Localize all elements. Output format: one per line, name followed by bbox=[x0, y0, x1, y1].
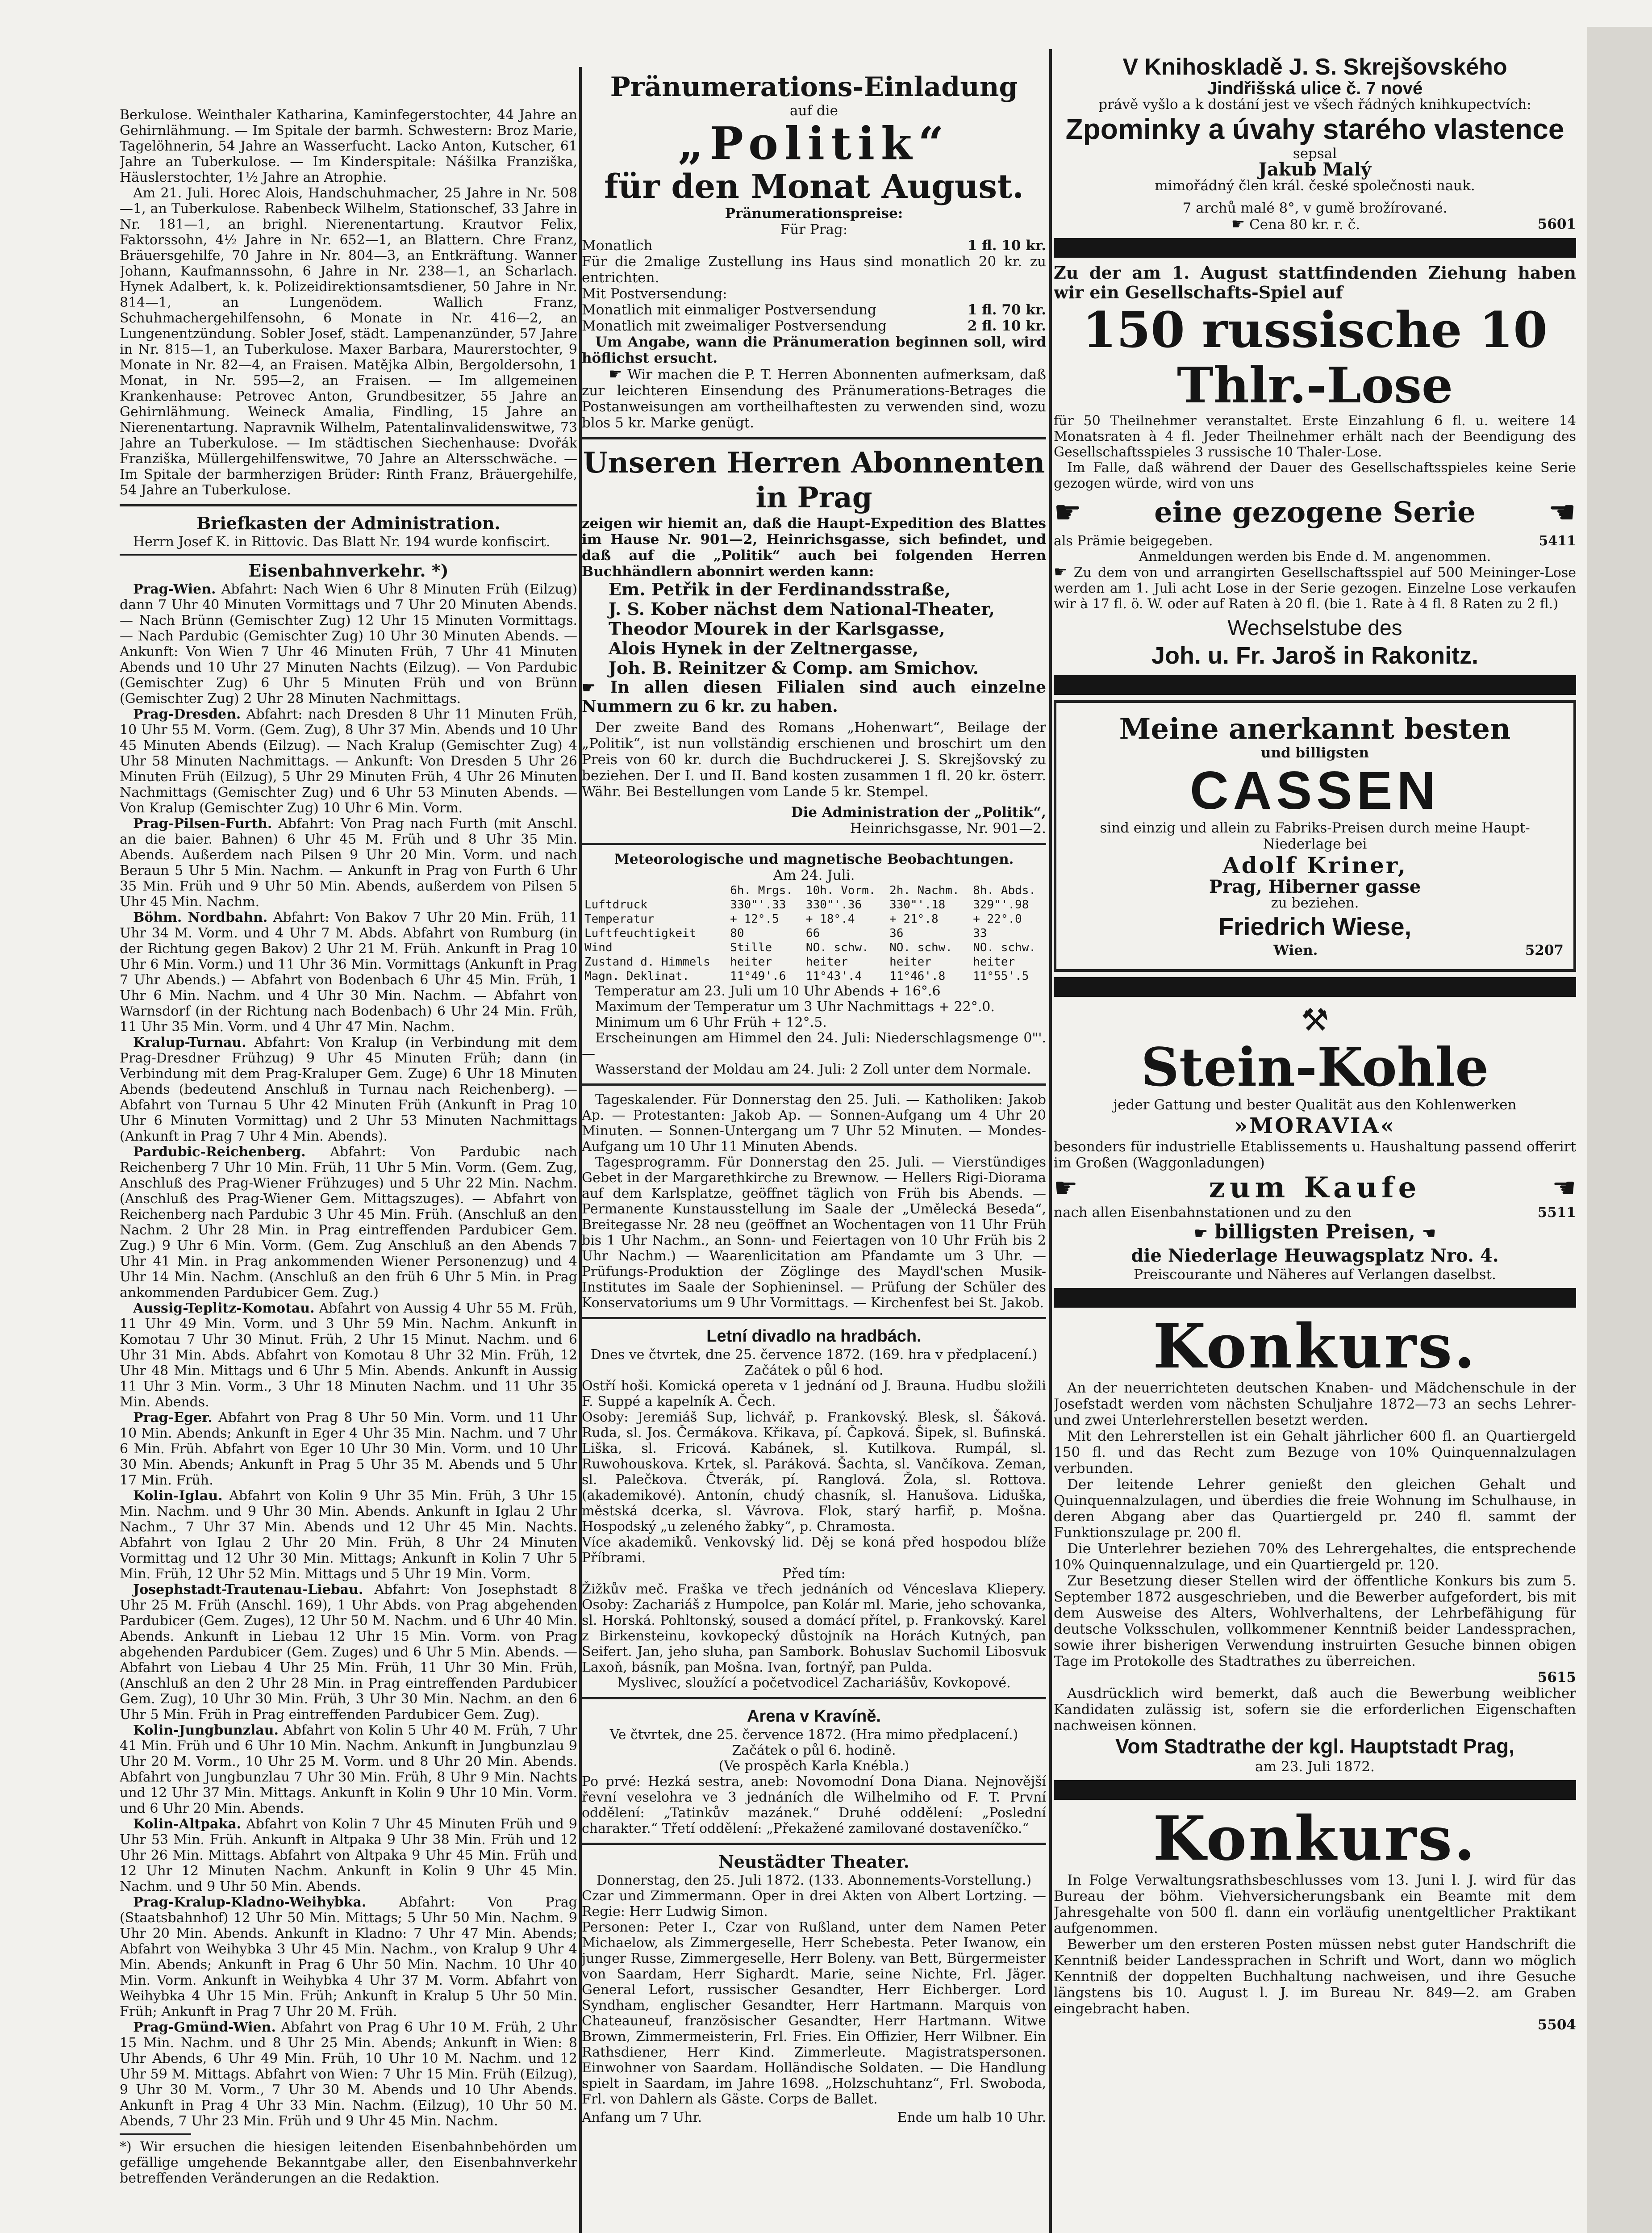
ad-cassen-city: Wien. bbox=[1273, 942, 1318, 958]
prices-sub: Für Prag: bbox=[780, 222, 848, 238]
divider bbox=[582, 1843, 1046, 1845]
ad-book-price: Cena 80 kr. r. č. bbox=[1249, 217, 1360, 233]
arena-line: Začátek o půl 6. hodině. bbox=[732, 1743, 896, 1758]
divider bbox=[120, 504, 577, 506]
ad-coal-kauf: zum Kaufe bbox=[1209, 1171, 1421, 1204]
arena-program bbox=[582, 1727, 1046, 1836]
ad-coal-text-3: nach allen Eisenbahnstationen und zu den bbox=[1054, 1204, 1352, 1221]
met-row bbox=[582, 969, 1046, 983]
rail-route: Kolin-Iglau. bbox=[133, 1488, 223, 1504]
ad-coal-text: jeder Gattung und bester Qualität aus den Kohlenwerken bbox=[1113, 1097, 1517, 1113]
rail-route: Böhm. Nordbahn. bbox=[133, 910, 268, 925]
ad-book-sepsal: sepsal bbox=[1293, 146, 1337, 162]
ad-book-title: Zpominky a úvahy starého vlastence bbox=[1065, 113, 1564, 145]
met-note: Maximum der Temperatur um 3 Uhr Nachmittags + 22°.0. bbox=[595, 999, 995, 1015]
deaths-text: Am 21. Juli. Horec Alois, Handschuhmacher, 25 Jahre in Nr. 508—1, an Tuberkulose. Rabenbeck Wilhelm, Stationschef, 33 Jahre in Nr. 181—1, an brighl. Nierenentartung. Krautvor Felix, Faktorssohn, 4½ Jahre in Nr. 652—1, an Blattern. Chre Franz, Bräuersgehilfe, 70 Jahre in Nr. 804—3, an Entkräftung. Wanner Johann, Kaufmannssohn, 6 Jahre in Nr. 238—1, an Scharlach. Hynek Adalbert, k. k. Polizeidirektionsamtsdiener, 50 Jahre in Nr. 814—1, an Lungenödem. Wallich Franz, Schuhmachergehilfensohn, 6 Monate in Nr. 416—2, an Lungenentzündung. Sobler Josef, städt. Lampenanzünder, 57 Jahre in Nr. 815—1, an Tuberkulose. Maxer Barbara, Maurerstochter, 9 Monate in Nr. 82—4, an Fraisen. Matějka Albin, Bergoldersohn, 1 Monat, in Nr. 595—2, an Fraisen. — Im allgemeinen Krankenhause: Petrovec Anton, Grundbesitzer, 55 Jahre an Gehirnlähmung. Weineck Amalia, Findling, 15 Jahre an Nierenentartung. Napravnik Wilhelm, Patentalinvalidenswitwe, 73 Jahre an Tuberkulose. — Im städtischen Siechenhause: Dvořák Franziška, Müllergehilfenswitwe, 70 Jahre an Altersschwäche. — Im Spitale der barmherzigen Brüder: Rinth Franz, Bräuergehilfe, 54 Jahre an Tuberkulose. bbox=[120, 185, 577, 498]
met-cell: Zustand d. Himmels bbox=[584, 955, 710, 969]
ad-book-author: Jakub Malý bbox=[1258, 159, 1372, 180]
met-cell: Magn. Deklinat. bbox=[584, 970, 689, 983]
agent-item: Alois Hynek in der Zeltnergasse, bbox=[609, 638, 919, 658]
pointing-hand-icon: ☚ bbox=[1552, 1172, 1576, 1204]
rail-text: Abfahrt von Prag 8 Uhr 50 Min. Vorm. und 11 Uhr 10 Min. Abends; Ankunft in Eger 4 Uhr 35 Min. Nachm. und 7 Uhr 6 Min. Früh. Abfahrt von Eger 10 Uhr 30 Min. Vorm. und 10 Uhr 30 Min. Abends; Ankunft in Prag 5 Uhr 35 M. Abends und 5 Uhr 17 Min. Früh. bbox=[120, 1410, 577, 1488]
met-cell: NO. schw. bbox=[973, 941, 1036, 954]
ad-coal-text-3-row bbox=[1054, 1204, 1576, 1221]
price-value: 1 fl. 10 kr. bbox=[967, 238, 1046, 254]
price-value: 2 fl. 10 kr. bbox=[967, 318, 1046, 334]
rail-entry bbox=[120, 1488, 577, 1582]
met-cell: heiter bbox=[805, 955, 848, 969]
rail-entry bbox=[120, 581, 577, 707]
subscription-month: für den Monat August. bbox=[604, 167, 1024, 206]
ad-book-number: 5601 bbox=[1537, 216, 1576, 232]
black-bar bbox=[1054, 1780, 1576, 1800]
theater-line: Personen: Peter I., Czar von Rußland, unter dem Namen Peter Michaelow, als Zimmergeselle, Herr Schebesta. Peter Iwanow, ein junger Russe, Zimmergeselle, Herr Boleny. van Bett, Bürgermeister von Saardam, Herr Sighardt. Marie, seine Nichte, Frl. Jäger. General Lefort, russischer Gesandter, Herr Eichberger. Lord Syndham, englischer Gesandter, Herr Hartmann. Marquis von Chateauneuf, französischer Gesandter, Herr Hartmann. Witwe Brown, Zimmermeisterin, Frl. Fries. Ein Offizier, Herr Wilbner. Ein Rathsdiener, Herr Kind. Zimmerleute. Magistratspersonen. Einwohner von Saardam. Holländische Soldaten. — Die Handlung spielt in Saardam, im Jahre 1698. „Holzschuhtanz“, Frl. Swoboda, Frl. von Dahlern als Gäste. Corps de Ballet. bbox=[582, 1919, 1046, 2107]
meteorological-table bbox=[582, 883, 1046, 983]
ad-coal-big: Stein-Kohle bbox=[1141, 1036, 1489, 1098]
rail-route: Prag-Gmünd-Wien. bbox=[133, 2020, 276, 2035]
black-bar bbox=[1054, 675, 1576, 695]
met-note: Temperatur am 23. Juli um 10 Uhr Abends + 16°.6 bbox=[595, 983, 941, 999]
ad-coal-text-2: besonders für industrielle Etablissements u. Haushaltung passend offerirt im Großen (Waggonladungen) bbox=[1054, 1139, 1576, 1171]
ad-cassen-number: 5207 bbox=[1525, 942, 1564, 958]
ad-lottery-number: 5411 bbox=[1539, 533, 1576, 549]
pointing-hand-icon: ☛ bbox=[1054, 563, 1068, 581]
ad-konkurs-text: An der neuerrichteten deutschen Knaben- und Mädchenschule in der Josefstadt werden vom nächsten Schuljahre 1872—73 an sechs Lehrer- und zwei Unterlehrerstellen besetzt werden. bbox=[1054, 1380, 1576, 1428]
pointing-hand-icon: ☛ bbox=[1054, 494, 1082, 531]
abo-title: Unseren Herren Abonnenten in Prag bbox=[583, 446, 1045, 514]
ad-konkurs-text-5: Zur Besetzung dieser Stellen wird der öffentliche Konkurs bis zum 5. September 1872 ausgeschrieben, und die Bewerber aufgefordert, bis mit dem Ausweise des Alters, Wohlverhaltens, der Lehrbefähigung für deutsche Volksschulen, vollkommener Kenntniß beider Landessprachen, sowie ihrer bisherigen Verwendung instruirten Gesuche binnen obigen Tage im Protokolle des Stadtrathes zu überreichen. bbox=[1054, 1573, 1576, 1669]
rail-text: Abfahrt: Von Pardubic nach Reichenberg 7 Uhr 10 Min. Früh, 11 Uhr 5 Min. Vorm. (Gem. Zug, Anschluß des Prag-Wiener Frühzuges) und 5 Uhr 22 Min. Nachm. (Anschluß des Prag-Wiener Gem. Mittagszuges). — Abfahrt von Reichenberg nach Pardubic 3 Uhr 45 Min. Früh. (Anschluß an den Nachm. 2 Uhr 28 Min. in Prag eintreffenden Pardubicer Gem. Zug.) 9 Uhr 6 Min. Vorm. (Gem. Zug Anschluß an den Abends 7 Uhr 41 Min. in Prag ankommenden Wiener Personenzug) und 4 Uhr 14 Min. Nachm. (Anschluß an den früh 6 Uhr 5 Min. in Prag ankommenden Pardubicer Gem. Zug.) bbox=[120, 1144, 577, 1300]
ad-konkurs2-title: Konkurs. bbox=[1153, 1803, 1477, 1874]
met-row bbox=[582, 941, 1046, 955]
ad-lottery-text-2: Im Falle, daß während der Dauer des Gesellschaftsspieles keine Serie gezogen würde, wird von uns bbox=[1054, 460, 1576, 491]
briefkasten-text: Herrn Josef K. in Rittovic. Das Blatt Nr. 194 wurde konfiscirt. bbox=[133, 534, 551, 550]
rail-text: Abfahrt von Aussig 4 Uhr 55 M. Früh, 11 Uhr 49 Min. Vorm. und 3 Uhr 59 Min. Nachm. Ankunft in Komotau 7 Uhr 30 Minut. Früh, 2 Uhr 15 Minut. Nachm. und 6 Uhr 31 Min. Abds. Abfahrt von Komotau 8 Uhr 32 Min. Früh, 12 Uhr 48 Min. Mittags und 6 Uhr 5 Min. Abends. Ankunft in Aussig 11 Uhr 3 Min. Vorm., 3 Uhr 18 Minuten Nachm. und 11 Uhr 35 Min. Abends. bbox=[120, 1300, 577, 1410]
agents-list bbox=[582, 580, 1046, 678]
black-bar bbox=[1054, 1288, 1576, 1308]
pointing-hand-icon: ☛ bbox=[1194, 1225, 1208, 1242]
met-cell: heiter bbox=[730, 955, 772, 969]
met-header-cell: 2h. Nachm. bbox=[889, 884, 959, 897]
letni-line: Začátek o půl 6 hod. bbox=[744, 1363, 884, 1378]
met-note: Minimum um 6 Uhr Früh + 12°.5. bbox=[595, 1015, 827, 1030]
met-cell: 80 bbox=[730, 927, 744, 940]
met-cell: + 18°.4 bbox=[805, 912, 855, 926]
ad-konkurs-number: 5615 bbox=[1537, 1669, 1576, 1685]
agent-item: J. S. Kober nächst dem National-Theater, bbox=[609, 599, 995, 619]
rail-entry bbox=[120, 1894, 577, 2020]
rail-text: Abfahrt: nach Dresden 8 Uhr 11 Minuten Früh, 10 Uhr 55 M. Vorm. (Gem. Zug), 8 Uhr 37 Min. Abends und 10 Uhr 45 Minuten Abends (Eilzug). — Nach Kralup (Gemischter Zug) 4 Uhr 58 Minuten Nachmittags. — Ankunft: Von Dresden 5 Uhr 26 Minuten Früh (Eilzug), 5 Uhr 29 Minuten Früh, 4 Uhr 26 Minuten Nachmittags (Gemischter Zug) und 6 Uhr 53 Minuten Abends. — Von Kralup (Gemischter Zug) 10 Uhr 6 Min. Vorm. bbox=[120, 707, 577, 816]
black-bar bbox=[1054, 977, 1576, 997]
letni-line: Osoby: Jeremiáš Sup, lichvář, p. Frankovský. Blesk, sl. Šáková. Ruda, sl. Jos. Čermákova. Křikava, pí. Čapková. Šipek, sl. Bufinská. Liška, sl. Fricová. Kabánek, sl. Kutilkova. Rumpál, sl. Ruwohouskova. Krtek, sl. Paráková. Šachta, sl. Vančíkova. Zeman, sl. Palečkova. Čtverák, pí. Ranglová. Žola, sl. Rottova. (akademikové). Antonín, chudý chasník, sl. Hanušova. Liduška, městská dcerka, sl. Vávrova. Flok, starý harfiř, p. Mošna. Hospodský „u zeleného žabky“, p. Chramosta. bbox=[582, 1409, 1046, 1535]
briefkasten-title: Briefkasten der Administration. bbox=[196, 513, 501, 533]
rail-route: Prag-Dresden. bbox=[133, 707, 241, 722]
met-cell: 330"'.18 bbox=[889, 898, 946, 912]
hammers-icon: ⚒ bbox=[1301, 1002, 1329, 1038]
admin-address: Heinrichsgasse, Nr. 901—2. bbox=[850, 820, 1046, 836]
rail-text: Abfahrt: Von Bakov 7 Uhr 20 Min. Früh, 11 Uhr 34 M. Vorm. und 4 Uhr 7 M. Abds. Abfahrt von Rumburg (in der Richtung gegen Bakov) 2 Uhr 21 M. Früh. Ankunft in Prag 10 Uhr 6 Min. Vorm.) und 11 Uhr 36 Min. Vormittags (Ankunft in Prag 7 Uhr Abends.) — Abfahrt von Bodenbach 6 Uhr 45 Min. Früh, 1 Uhr 6 Min. Nachm. und 4 Uhr 30 Min. Nachm. — Abfahrt von Warnsdorf (in der Richtung nach Bodenbach) 6 Uhr 24 Min. Früh, 11 Uhr 35 Min. Vorm. und 4 Uhr 47 Min. Nachm. bbox=[120, 910, 577, 1035]
tagesprogramm: Tagesprogramm. Für Donnerstag den 25. Juli. — Vierstündiges Gebet in der Margarethkirche zu Brewnow. — Hellers Rigi-Diorama auf dem Karlsplatze, geöffnet täglich von Früh bis Abends. — Permanente Kunstausstellung im Saale der „Umělecká Beseda“, Breitegasse Nr. 28 neu (geöffnet an Wochentagen von 11 Uhr Früh bis 1 Uhr Nachm., an Sonn- und Feiertagen von 10 Uhr Früh bis 2 Uhr Nachm.) — Waarenlicitation am Pfandamte um 3 Uhr. — Prüfungs-Produktion der Zöglinge des Maydl'schen Musik-Institutes im Saale der Sophieninsel. — Prüfung der Schüler des Konservatoriums um 9 Uhr Vormittags. — Kirchenfest bei St. Jakob. bbox=[582, 1154, 1046, 1311]
rail-text: Abfahrt: Von Prag nach Furth (mit Anschl. an die baier. Bahnen) 6 Uhr 45 M. Früh und 8 Uhr 35 Min. Abends. Außerdem nach Pilsen 9 Uhr 20 Min. Vorm. und nach Beraun 5 Uhr 5 Min. Nachm. — Ankunft in Prag von Furth 6 Uhr 35 Min. Früh und 9 Uhr 50 Min. Abends, außerdem von Pilsen 5 Uhr 45 Min. Nachm. bbox=[120, 816, 577, 910]
theater-start: Anfang um 7 Uhr. bbox=[582, 2110, 702, 2125]
ad-konkurs-text-6: Ausdrücklich wird bemerkt, daß auch die Bewerbung weiblicher Kandidaten zulässig ist, sofern sie die erforderlichen Eigenschaften nachweisen können. bbox=[1054, 1685, 1576, 1734]
met-cell: Temperatur bbox=[584, 912, 655, 926]
rail-route: Prag-Wien. bbox=[133, 581, 216, 597]
filial-note bbox=[582, 678, 1046, 716]
rail-entry bbox=[120, 1723, 577, 1816]
ad-lottery-firm-2: Joh. u. Fr. Jaroš in Rakonitz. bbox=[1151, 642, 1479, 669]
ad-cassen-footer bbox=[1066, 942, 1564, 958]
prices-note-2 bbox=[582, 366, 1046, 431]
column-right bbox=[1054, 54, 1576, 2233]
ad-coal-mine: »MORAVIA« bbox=[1234, 1113, 1396, 1138]
met-note: Erscheinungen am Himmel den 24. Juli: Niederschlagsmenge 0"'.— bbox=[582, 1030, 1046, 1062]
pointing-hand-icon: ☛ bbox=[1231, 215, 1245, 233]
prices-title: Pränumerationspreise: bbox=[725, 205, 903, 222]
rail-route: Pardubic-Reichenberg. bbox=[133, 1144, 306, 1160]
met-cell: + 22°.0 bbox=[973, 912, 1022, 926]
ad-lottery-big: 150 russische 10 Thlr.-Lose bbox=[1082, 301, 1548, 414]
theater-title: Neustädter Theater. bbox=[718, 1852, 909, 1872]
divider bbox=[582, 843, 1046, 845]
agent-item: Theodor Mourek in der Karlsgasse, bbox=[609, 619, 945, 639]
met-title: Meteorologische und magnetische Beobachtungen. bbox=[614, 851, 1014, 867]
agent-item: Joh. B. Reinitzer & Comp. am Smichov. bbox=[609, 658, 979, 678]
ad-book-role: mimořádný člen král. české společnosti nauk. bbox=[1155, 178, 1475, 194]
met-cell: NO. schw. bbox=[889, 941, 952, 954]
met-notes bbox=[582, 983, 1046, 1077]
letni-line: Žižkův meč. Fraška ve třech jednáních od Vénceslava Kliepery. Osoby: Zachariáš z Humpolce, pan Kolár ml. Marie, jeho schovanka, sl. Horská. Pohltonský, soused a domácí přítel, p. Frankovský. Karel z Birkensteinu, kovkopecký důstojník na Horách Kutných, pan Seifert. Jan, jeho sluha, pan Sambork. Bohuslav Suchomil Libosvuk Laxoň, básník, pan Mošna. Ivan, fortnýř, pan Pulda. bbox=[582, 1581, 1046, 1675]
met-cell: 36 bbox=[889, 927, 904, 940]
arena-title: Arena v Kravíně. bbox=[747, 1707, 881, 1726]
theater-program bbox=[582, 1873, 1046, 2107]
rail-text: Abfahrt: Von Prag (Staatsbahnhof) 12 Uhr 50 Min. Mittags; 5 Uhr 50 Min. Nachm. 9 Uhr 20 Min. Abends. Ankunft in Kladno: 7 Uhr 47 Min. Abends; Abfahrt von Weihybka 3 Uhr 45 Min. Nachm., von Kralup 9 Uhr 4 Min. Abends; Ankunft in Prag 6 Uhr 50 Min. Nachm. 10 Uhr 40 Min. Vorm. Ankunft in Weihybka 4 Uhr 37 M. Vorm. Abfahrt von Weihybka 4 Uhr 15 Min. Früh; Ankunft in Kralup 5 Uhr 50 Min. Früh; Ankunft in Prag 7 Uhr 20 M. Früh. bbox=[120, 1894, 577, 2020]
column-middle bbox=[582, 71, 1046, 2233]
met-cell: Wind bbox=[584, 941, 613, 954]
letni-line: Dnes ve čtvrtek, dne 25. července 1872. (169. hra v předplacení.) bbox=[590, 1347, 1038, 1363]
met-cell: 329"'.98 bbox=[973, 898, 1029, 912]
ad-book-line: právě vyšlo a k dostání jest ve všech řádných knihkupectvích: bbox=[1098, 96, 1531, 113]
arena-line: (Ve prospěch Karla Knébla.) bbox=[718, 1758, 909, 1774]
met-cell: Luftdruck bbox=[584, 898, 647, 912]
met-date: Am 24. Juli. bbox=[773, 867, 855, 883]
letni-program bbox=[582, 1347, 1046, 1691]
tageskalender: Tageskalender. Für Donnerstag den 25. Juli. — Katholiken: Jakob Ap. — Protestanten: Jakob Ap. — Sonnen-Aufgang um 4 Uhr 20 Minuten. — Sonnen-Untergang um 7 Uhr 52 Minuten. — Mondes-Aufgang um 10 Uhr 11 Minuten Abends. bbox=[582, 1092, 1046, 1154]
ad-lottery-text-4 bbox=[1054, 565, 1576, 612]
price-label: Für die 2malige Zustellung ins Haus sind monatlich 20 kr. zu entrichten. bbox=[582, 254, 1046, 286]
ad-cassen bbox=[1054, 700, 1576, 972]
letni-line: Před tím: bbox=[782, 1566, 846, 1581]
rail-text: Abfahrt: Von Kralup (in Verbindung mit dem Prag-Dresdner Frühzug) 9 Uhr 45 Minuten Früh; dann (in Verbindung mit dem Prag-Kraluper Gem. Zuge) 6 Uhr 18 Minuten Abends (bedeutend Anschluß in Turnau nach Reichenberg). — Abfahrt von Turnau 5 Uhr 42 Minuten Früh (Ankunft in Prag 10 Uhr 6 Minuten Vormittag) und 2 Uhr 53 Minuten Nachmittags (Ankunft in Prag 7 Uhr 4 Min. Abends). bbox=[120, 1035, 577, 1144]
divider bbox=[582, 437, 1046, 439]
rail-text: Abfahrt: Von Josephstadt 8 Uhr 25 M. Früh (Anschl. 169), 1 Uhr Abds. von Prag abgehenden Pardubicer (Gem. Zuges), 12 Uhr 50 M. Nachm. und 6 Uhr 40 Min. Abends. Ankunft in Liebau 12 Uhr 15 Min. Vorm. von Prag abgehenden Pardubicer (Gem. Zuges) und 6 Uhr 5 Min. Abends. — Abfahrt von Liebau 4 Uhr 25 Min. Früh, 11 Uhr 30 Min. Früh, (Anschluß an den 2 Uhr 28 Min. in Prag eintreffenden Pardubicer Gem. Zug), 10 Uhr 30 Min. Früh, 3 Uhr 30 Min. Nachm. an den 6 Uhr 5 Min. Früh in Prag eintreffenden Pardubicer Gem. Zug). bbox=[120, 1582, 577, 1723]
price-row bbox=[582, 318, 1046, 334]
agent-item: Em. Petřik in der Ferdinandsstraße, bbox=[609, 579, 951, 599]
rail-route: Prag-Kralup-Kladno-Weihybka. bbox=[133, 1894, 367, 1910]
ad-lottery-serie: eine gezogene Serie bbox=[1154, 495, 1476, 529]
rail-entry bbox=[120, 910, 577, 1035]
ad-lottery-text-4-body: Zu dem von und arrangirten Gesellschaftsspiel auf 500 Meininger-Lose werden am 1. Juli acht Lose in der Serie gezogen. Einzelne Lose verkaufen wir à 17 fl. ö. W. oder auf Raten à 20 fl. (bie 1. Rate à 4 fl. 8 Raten zu 2 fl.) bbox=[1054, 565, 1576, 612]
filial-text: In allen diesen Filialen sind auch einzelne Nummern zu 6 kr. zu haben. bbox=[582, 678, 1046, 716]
met-header-cell: 6h. Mrgs. bbox=[730, 884, 793, 897]
ad-lottery-firm: Wechselstube des bbox=[1227, 616, 1402, 640]
rail-route: Prag-Eger. bbox=[133, 1410, 213, 1426]
column-left bbox=[120, 107, 577, 2233]
met-cell: NO. schw. bbox=[805, 941, 869, 954]
ad-cassen-zu: zu beziehen. bbox=[1271, 895, 1359, 911]
ad-coal-prices bbox=[1054, 1221, 1576, 1245]
ad-coal-courant: Preiscourante und Näheres auf Verlangen daselbst. bbox=[1134, 1267, 1496, 1283]
met-note: Wasserstand der Moldau am 24. Juli: 2 Zoll unter dem Normale. bbox=[595, 1062, 1031, 1077]
ad-konkurs-date: am 23. Juli 1872. bbox=[1255, 1759, 1375, 1775]
ad-konkurs-sign: Vom Stadtrathe der kgl. Hauptstadt Prag, bbox=[1115, 1735, 1514, 1758]
pointing-hand-icon: ☛ bbox=[1054, 1172, 1078, 1204]
arena-line: Ve čtvrtek, dne 25. července 1872. (Hra mimo předplacení.) bbox=[609, 1727, 1018, 1743]
price-label: Monatlich mit zweimaliger Postversendung bbox=[582, 318, 887, 334]
met-header-cell: 10h. Vorm. bbox=[805, 884, 876, 897]
rail-entry bbox=[120, 1300, 577, 1410]
ad-lottery-text-3: Anmeldungen werden bis Ende d. M. angenommen. bbox=[1139, 549, 1491, 565]
rail-entry bbox=[120, 816, 577, 910]
divider bbox=[120, 2133, 191, 2135]
rail-text: Abfahrt von Kolin 5 Uhr 40 M. Früh, 7 Uhr 41 Min. Früh und 6 Uhr 10 Min. Nachm. Ankunft in Jungbunzlau 9 Uhr 20 M. Vorm., 10 Uhr 25 M. Vorm. und 8 Uhr 20 Min. Abends. Abfahrt von Jungbunzlau 7 Uhr 30 Min. Früh, 8 Uhr 9 Min. Nachts und 12 Uhr 37 Min. Mittags. Ankunft in Kolin 9 Uhr 10 Min. Vorm. und 6 Uhr 20 Min. Abends. bbox=[120, 1723, 577, 1816]
divider bbox=[582, 1317, 1046, 1319]
rail-entry bbox=[120, 1582, 577, 1723]
rail-route: Josephstadt-Trautenau-Liebau. bbox=[133, 1582, 363, 1597]
arena-line: Po prvé: Hezká sestra, aneb: Novomodní Dona Diana. Nejnovější řevní veselohra ve 3 jednáních dle Wilhelmiho od F. T. První oddělení: „Tatinkův mazánek.“ Druhé oddělení: „Poslední charakter.“ Třetí oddělení: „Překažené zamilované dostaveníčko.“ bbox=[582, 1774, 1046, 1836]
rail-route: Kolin-Altpaka. bbox=[133, 1816, 242, 1832]
prices-note-2-text: Wir machen die P. T. Herren Abonnenten aufmerksam, daß zur leichteren Einsendung des Pränumerations-Betrages die Postanweisungen am vortheilhaftesten zu verwenden sind, wozu blos 5 kr. Marke genügt. bbox=[582, 367, 1046, 431]
ad-cassen-address: Prag, Hiberner gasse bbox=[1209, 876, 1421, 897]
ad-konkurs2-text-2: Bewerber um den ersteren Posten müssen nebst guter Handschrift die Kenntniß beider Landessprachen in Schrift und Wort, dann wo möglich Kenntniß der doppelten Buchhaltung nachweisen, und ihre Gesuche längstens bis 10. August l. J. im Bureau Nr. 849—2. am Graben eingebracht haben. bbox=[1054, 1936, 1576, 2017]
met-cell: 11°55'.5 bbox=[973, 970, 1029, 983]
ad-coal-depot: die Niederlage Heuwagsplatz Nro. 4. bbox=[1131, 1245, 1499, 1266]
theater-footer bbox=[582, 2110, 1046, 2125]
ad-cassen-head: Meine anerkannt besten bbox=[1119, 712, 1511, 746]
theater-line: Czar und Zimmermann. Oper in drei Akten von Albert Lortzing. — Regie: Herr Ludwig Simon. bbox=[582, 1888, 1046, 1919]
ad-lottery-serie-row bbox=[1054, 494, 1576, 531]
letni-title: Letní divadlo na hradbách. bbox=[706, 1327, 922, 1346]
met-cell: heiter bbox=[973, 955, 1015, 969]
met-cell: + 21°.8 bbox=[889, 912, 939, 926]
met-row bbox=[582, 926, 1046, 941]
rail-entry bbox=[120, 707, 577, 816]
ad-lottery-intro: Zu der am 1. August stattfindenden Ziehung haben wir ein Gesellschafts-Spiel auf bbox=[1054, 263, 1576, 302]
met-cell: 11°49'.6 bbox=[730, 970, 786, 983]
eisenbahn-title: Eisenbahnverkehr. *) bbox=[248, 560, 449, 581]
letni-line: Ostří hoši. Komická opereta v 1 jednání od J. Brauna. Hudbu složili F. Suppé a kapelník A. Čech. bbox=[582, 1378, 1046, 1409]
ad-book-address: Jindřišská ulice č. 7 nové bbox=[1207, 79, 1423, 98]
pointing-hand-icon: ☛ bbox=[609, 365, 622, 383]
ad-konkurs2-text: In Folge Verwaltungsrathsbeschlusses vom 13. Juni l. J. wird für das Bureau der böhm. Viehversicherungsbank ein Beamte mit dem Jahresgehalte von 500 fl. dann ein vorläufig unentgeltlicher Praktikant aufgenommen. bbox=[1054, 1872, 1576, 1936]
met-row bbox=[582, 955, 1046, 969]
met-header-cell bbox=[582, 883, 727, 898]
railway-timetable bbox=[120, 581, 577, 2129]
admin-signature: Die Administration der „Politik“, bbox=[791, 804, 1046, 820]
price-label: Mit Postversendung: bbox=[582, 286, 727, 302]
price-row bbox=[582, 302, 1046, 318]
rail-text: Abfahrt von Kolin 9 Uhr 35 Min. Früh, 3 Uhr 15 Min. Nachm. und 9 Uhr 30 Min. Abends. Ankunft in Iglau 2 Uhr Nachm., 7 Uhr 37 Min. Abends und 12 Uhr 45 Min. Nachts. Abfahrt von Iglau 2 Uhr 20 Min. Früh, 8 Uhr 24 Minuten Vormittag und 12 Uhr 30 Min. Mittags; Ankunft in Kolin 7 Uhr 5 Min. Früh, 12 Uhr 52 Min. Mittags und 5 Uhr 19 Min. Vorm. bbox=[120, 1488, 577, 1582]
pointing-hand-icon: ☚ bbox=[1548, 494, 1576, 531]
column-rule bbox=[1049, 49, 1052, 2233]
rail-text: Abfahrt von Kolin 7 Uhr 45 Minuten Früh und 9 Uhr 53 Min. Früh. Ankunft in Altpaka 9 Uhr 38 Min. Früh und 12 Uhr 26 Min. Mittags. Abfahrt von Altpaka 9 Uhr 45 Min. Früh und 12 Uhr 12 Minuten Nachm. Ankunft in Kolin 9 Uhr 45 Min. Nachm. und 9 Uhr 50 Min. Abends. bbox=[120, 1816, 577, 1894]
ad-coal-number: 5511 bbox=[1537, 1204, 1576, 1221]
divider bbox=[582, 1083, 1046, 1086]
ad-book-price-row bbox=[1054, 216, 1576, 233]
ad-cassen-sub: und billigsten bbox=[1260, 745, 1369, 761]
subscription-title: Pränumerations-Einladung bbox=[610, 71, 1018, 103]
ad-konkurs-text-4: Die Unterlehrer beziehen 70% des Lehrergehaltes, die entsprechende 10% Quinquennalzulage, und ein Quartiergeld pr. 120. bbox=[1054, 1541, 1576, 1573]
rail-entry bbox=[120, 1816, 577, 1894]
ad-book-header: V Knihoskladě J. S. Skrejšovského bbox=[1122, 54, 1507, 80]
met-row bbox=[582, 898, 1046, 912]
ad-konkurs-text-2: Mit den Lehrerstellen ist ein Gehalt jährlicher 600 fl. an Quartiergeld 150 fl. und das Recht zum Bezuge von 10% Quinquennalzulagen verbunden. bbox=[1054, 1428, 1576, 1476]
letni-line: Více akademiků. Venkovský lid. Děj se koná před hospodou blíže Příbrami. bbox=[582, 1535, 1046, 1566]
met-header-row bbox=[582, 883, 1046, 898]
roman-note: Der zweite Band des Romans „Hohenwart“, Beilage der „Politik“, ist nun vollständig erschienen und broschirt um den Preis von 60 kr. durch die Buchdruckerei J. S. Skrejšovský zu beziehen. Der I. und II. Band kosten zusammen 1 fl. 20 kr. österr. Währ. Bei Bestellungen vom Lande 5 kr. Stempel. bbox=[582, 719, 1046, 800]
ad-lottery-praemie-row bbox=[1054, 533, 1576, 549]
met-cell: 330"'.33 bbox=[730, 898, 786, 912]
ad-coal-kauf-row bbox=[1054, 1171, 1576, 1204]
rail-route: Kralup-Turnau. bbox=[133, 1035, 246, 1050]
rail-text: Abfahrt von Prag 6 Uhr 10 M. Früh, 2 Uhr 15 Min. Nachm. und 8 Uhr 25 Min. Abends; Ankunft in Wien: 8 Uhr Abends, 6 Uhr 49 Min. Früh, 10 Uhr 10 M. Nachm. und 12 Uhr 59 M. Mittags. Abfahrt von Wien: 7 Uhr 15 Min. Früh (Eilzug), 9 Uhr 30 M. Vorm., 7 Uhr 30 M. Abends und 10 Uhr Abends. Ankunft in Prag 4 Uhr 33 Min. Nachm. (Eilzug), 10 Uhr 50 M. Abends, 7 Uhr 23 Min. Früh und 9 Uhr 45 Min. Nachm. bbox=[120, 2020, 577, 2129]
ad-book-format: 7 archů malé 8°, v gumě brožírované. bbox=[1182, 200, 1448, 216]
black-bar bbox=[1054, 238, 1576, 258]
pointing-hand-icon: ☛ bbox=[582, 679, 596, 697]
rail-text: Abfahrt: Nach Wien 6 Uhr 8 Minuten Früh (Eilzug) dann 7 Uhr 40 Minuten Vormittags und 7 Uhr 20 Minuten Abends. — Nach Brünn (Gemischter Zug) 12 Uhr 15 Minuten Vormittags. — Nach Pardubic (Gemischter Zug) 10 Uhr 30 Minuten Abends. — Ankunft: Von Wien 7 Uhr 46 Minuten Früh, 7 Uhr 41 Minuten Abends und 10 Uhr 27 Minuten Nachts (Eilzug). — Von Pardubic (Gemischter Zug) 6 Uhr 5 Minuten Früh und von Brünn (Gemischter Zug) 2 Uhr 28 Minuten Nachmittags. bbox=[120, 581, 577, 707]
rail-entry bbox=[120, 1144, 577, 1300]
prices-note: Um Angabe, wann die Pränumeration beginnen soll, wird höflichst ersucht. bbox=[582, 334, 1046, 366]
ad-lottery-text: für 50 Theilnehmer veranstaltet. Erste Einzahlung 6 fl. u. weitere 14 Monatsraten à 4 fl. Jeder Theilnehmer erhält nach der Beendigung des Gesellschaftsspieles 3 russische 10 Thaler-Lose. bbox=[1054, 413, 1576, 460]
price-value: 1 fl. 70 kr. bbox=[967, 302, 1046, 318]
rail-entry bbox=[120, 1035, 577, 1144]
pointing-hand-icon: ☚ bbox=[1422, 1225, 1436, 1242]
divider bbox=[582, 1697, 1046, 1699]
ad-cassen-big: CASSEN bbox=[1189, 761, 1440, 820]
price-row bbox=[582, 286, 1046, 302]
met-cell: heiter bbox=[889, 955, 931, 969]
ad-coal-prices-text: billigsten Preisen, bbox=[1214, 1221, 1415, 1243]
ad-konkurs-title: Konkurs. bbox=[1153, 1311, 1477, 1382]
ad-konkurs2-number: 5504 bbox=[1537, 2017, 1576, 2033]
letni-line: Myslivec, sloužící a početvodicel Zachariášův, Kovkopové. bbox=[617, 1675, 1011, 1691]
price-label: Monatlich bbox=[582, 238, 653, 254]
deaths-text: Berkulose. Weinthaler Katharina, Kaminfegerstochter, 44 Jahre an Gehirnlähmung. — Im Spitale der barmh. Schwestern: Broz Marie, Tagelöhnerin, 54 Jahre an Wasserfucht. Lacko Anton, Kutscher, 61 Jahre an Tuberkulose. — Im Kinderspitale: Nášilka Franziška, Häuslerstochter, 1½ Jahre an Atrophie. bbox=[120, 107, 577, 185]
page-edge bbox=[1587, 27, 1652, 2233]
divider bbox=[120, 554, 577, 556]
rail-route: Prag-Pilsen-Furth. bbox=[133, 816, 272, 832]
paper-name: „Politik“ bbox=[678, 117, 950, 170]
ad-lottery-praemie: als Prämie beigegeben. bbox=[1054, 533, 1213, 549]
met-cell: 11°46'.8 bbox=[889, 970, 946, 983]
met-cell: Stille bbox=[730, 941, 772, 954]
footnote: *) Wir ersuchen die hiesigen leitenden Eisenbahnbehörden um gefällige umgehende Bekanntgabe aller, den Eisenbahnverkehr betreffenden Veränderungen an die Redaktion. bbox=[120, 2139, 577, 2186]
ad-konkurs-text-3: Der leitende Lehrer genießt den gleichen Gehalt und Quinquennalzulagen, und überdies die freie Wohnung im Schulhause, in deren Abgang aber das Quartiergeld pr. 240 fl. sammt der Funktionszulage pr. 200 fl. bbox=[1054, 1476, 1576, 1541]
met-cell: 330"'.36 bbox=[805, 898, 862, 912]
rail-route: Kolin-Jungbunzlau. bbox=[133, 1723, 279, 1738]
rail-entry bbox=[120, 1410, 577, 1488]
prices-list bbox=[582, 238, 1046, 334]
theater-line: Donnerstag, den 25. Juli 1872. (133. Abonnements-Vorstellung.) bbox=[596, 1873, 1032, 1888]
met-cell: Luftfeuchtigkeit bbox=[584, 927, 697, 940]
price-label: Monatlich mit einmaliger Postversendung bbox=[582, 302, 876, 318]
subscription-auf-die: auf die bbox=[790, 103, 838, 119]
theater-end: Ende um halb 10 Uhr. bbox=[897, 2110, 1046, 2125]
met-cell: 11°43'.4 bbox=[805, 970, 862, 983]
met-cell: 33 bbox=[973, 927, 987, 940]
met-cell: 66 bbox=[805, 927, 820, 940]
met-row bbox=[582, 912, 1046, 926]
ad-cassen-agent: Adolf Kriner, bbox=[1222, 852, 1408, 878]
rail-entry bbox=[120, 2020, 577, 2129]
rail-route: Aussig-Teplitz-Komotau. bbox=[133, 1300, 315, 1316]
met-cell: + 12°.5 bbox=[730, 912, 779, 926]
abo-intro: zeigen wir hiemit an, daß die Haupt-Expedition des Blattes im Hause Nr. 901—2, Heinrichsgasse, sich befindet, und daß auf die „Politik“ auch bei folgenden Herren Buchhändlern abonnirt werden kann: bbox=[582, 515, 1046, 580]
ad-cassen-text: sind einzig und allein zu Fabriks-Preisen durch meine Haupt-Niederlage bei bbox=[1100, 820, 1530, 852]
price-row bbox=[582, 254, 1046, 286]
ad-cassen-sign: Friedrich Wiese, bbox=[1218, 912, 1412, 941]
price-row bbox=[582, 238, 1046, 254]
met-header-cell: 8h. Abds. bbox=[973, 884, 1036, 897]
